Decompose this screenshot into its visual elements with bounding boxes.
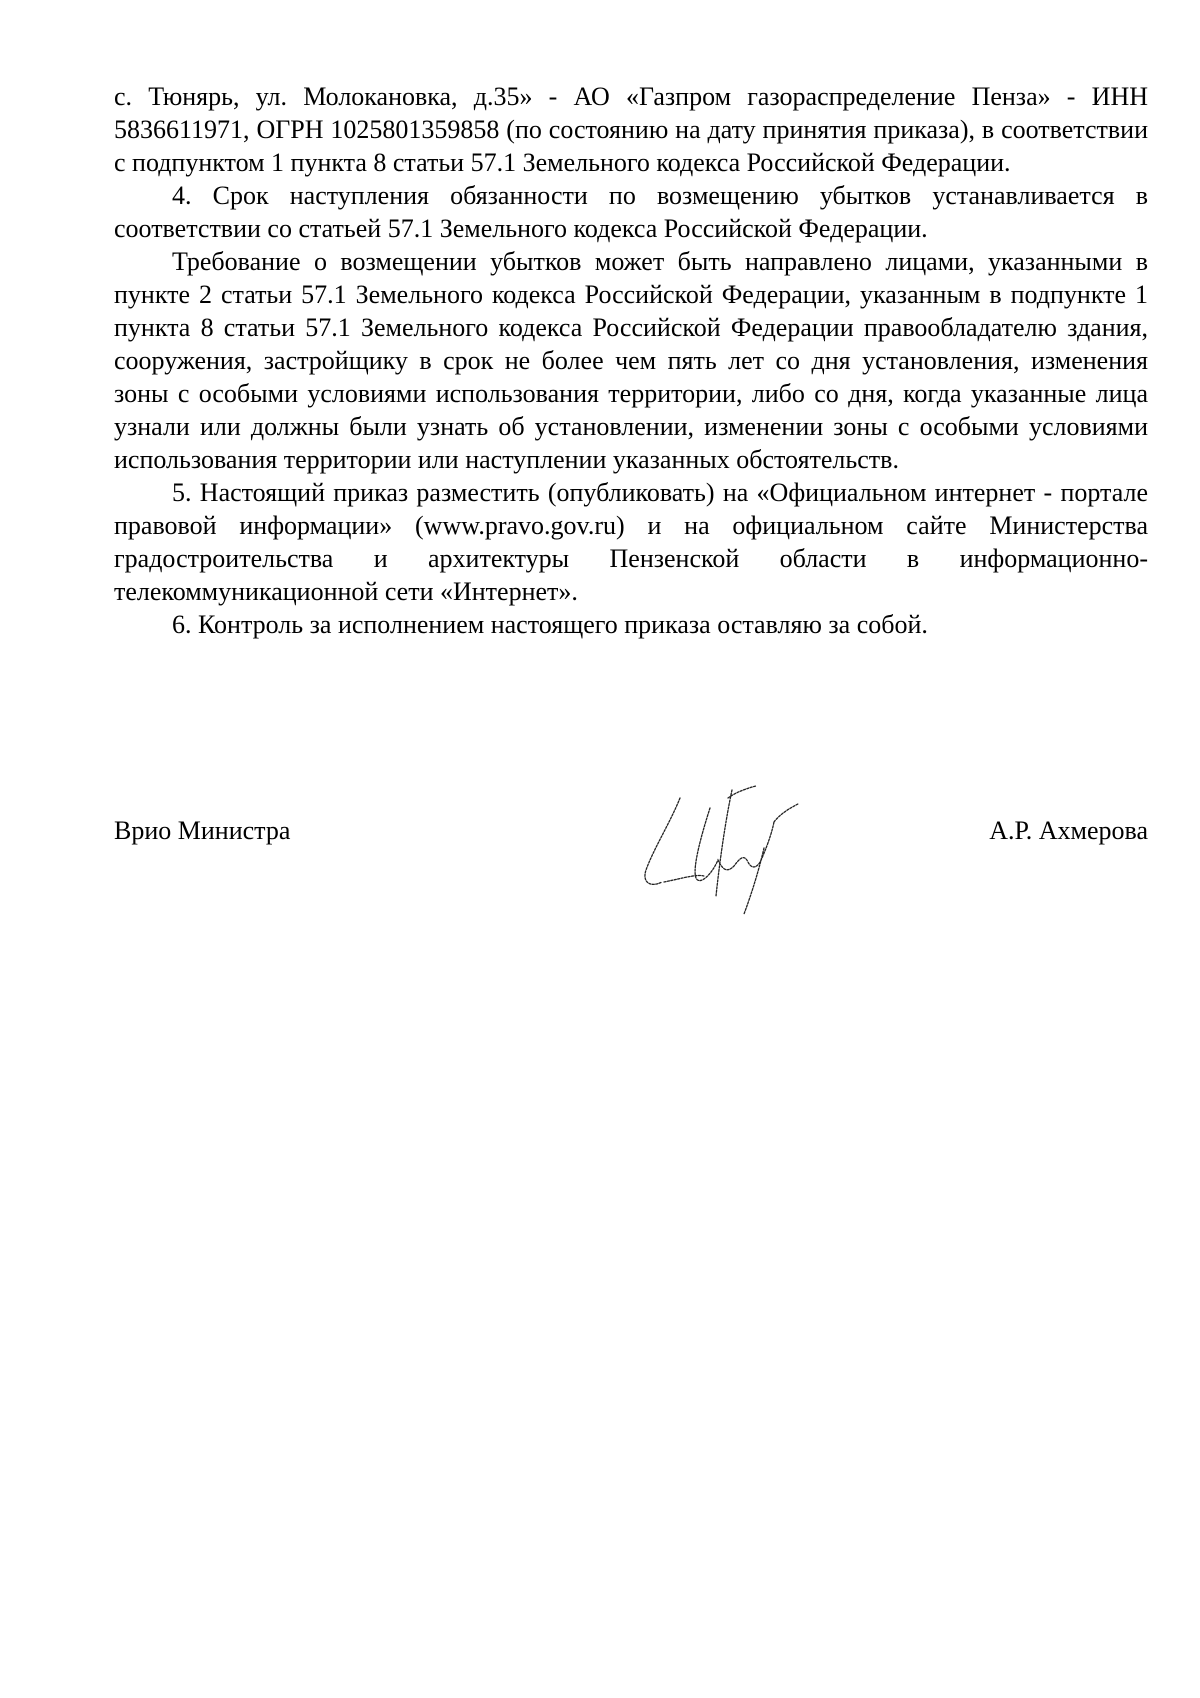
handwritten-signature xyxy=(640,778,810,918)
paragraph-item-6: 6. Контроль за исполнением настоящего приказа оставляю за собой. xyxy=(172,610,928,639)
signer-name: А.Р. Ахмерова xyxy=(989,816,1148,845)
paragraph-item-5: 5. Настоящий приказ разместить (опубликовать) на «Официальном интернет - портале правовой информации» (www.pravo.gov.ru) и на официальном сайте Министерства градостроительства и архитектуры Пензенской области в информационно-телекоммуникационной сети «Интернет». xyxy=(114,478,1148,606)
signer-position: Врио Министра xyxy=(114,816,291,845)
document-body xyxy=(114,80,1148,641)
paragraph-continuation: с. Тюнярь, ул. Молокановка, д.35» - АО «Газпром газораспределение Пенза» - ИНН 5836611971, ОГРН 1025801359858 (по состоянию на дату принятия приказа), в соответствии с подпунктом 1 пункта 8 статьи 57.1 Земельного кодекса Российской Федерации. xyxy=(114,82,1148,177)
signature-block xyxy=(114,816,1148,856)
paragraph-damages-claim: Требование о возмещении убытков может быть направлено лицами, указанными в пункте 2 статьи 57.1 Земельного кодекса Российской Федерации, указанным в подпункте 1 пункта 8 статьи 57.1 Земельного кодекса Российской Федерации правообладателю здания, сооружения, застройщику в срок не более чем пять лет со дня установления, изменения зоны с особыми условиями использования территории, либо со дня, когда указанные лица узнали или должны были узнать об установлении, изменении зоны с особыми условиями использования территории или наступлении указанных обстоятельств. xyxy=(114,247,1148,474)
paragraph-item-4: 4. Срок наступления обязанности по возмещению убытков устанавливается в соответствии со статьей 57.1 Земельного кодекса Российской Федерации. xyxy=(114,181,1148,243)
